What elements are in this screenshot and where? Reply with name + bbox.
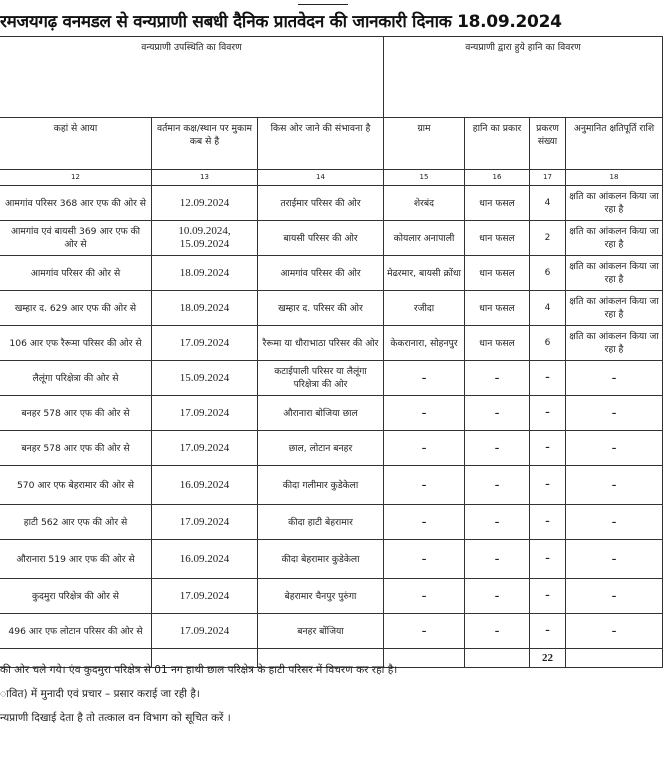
cell-from: बनहर 578 आर एफ की ओर से — [0, 396, 152, 431]
cell-direction: बेहरामार चैनपुर पुरुंगा — [258, 579, 384, 614]
table-row — [0, 186, 663, 221]
damage-section-header: वन्यप्राणी द्वारा हुये हानि का विवरण — [384, 37, 663, 118]
column-number: 14 — [258, 170, 384, 186]
cell-village: मेढरमार, बायसी क्रोंधा — [384, 256, 465, 291]
note-line: की ओर चले गये। एंव कुदमुरा परिक्षेत्र से 01 नग हाथी छाल परिक्षेत्र के हाटी परिसर में विचरण कर रहा है। — [0, 664, 398, 676]
column-number: 12 — [0, 170, 152, 186]
cell-direction: बायसी परिसर की ओर — [258, 221, 384, 256]
cell-village: – — [384, 540, 465, 579]
cell-from: 106 आर एफ रैरूमा परिसर की ओर से — [0, 326, 152, 361]
cell-cases: – — [530, 505, 566, 540]
header-compensation: अनुमानित क्षतिपूर्ति राशि — [566, 118, 663, 170]
cell-village: कोयलार अनापाली — [384, 221, 465, 256]
cell-compensation: क्षति का आंकलन किया जा रहा है — [566, 256, 663, 291]
cell-since: 17.09.2024 — [152, 326, 258, 361]
cell-since: 10.09.2024, 15.09.2024 — [152, 221, 258, 256]
heading-underline — [298, 0, 348, 5]
cell-damage-type: – — [465, 505, 530, 540]
cell-damage-type: – — [465, 466, 530, 505]
cell-since: 18.09.2024 — [152, 291, 258, 326]
cell-direction: औरानारा बोजिया छाल — [258, 396, 384, 431]
cell-cases: – — [530, 431, 566, 466]
table-row — [0, 614, 663, 649]
cell-cases: – — [530, 361, 566, 396]
table-row — [0, 431, 663, 466]
cell-since: 12.09.2024 — [152, 186, 258, 221]
cell-village: – — [384, 505, 465, 540]
table-row — [0, 540, 663, 579]
cell-since: 15.09.2024 — [152, 361, 258, 396]
cell-village: – — [384, 396, 465, 431]
column-header-row — [0, 118, 663, 170]
header-cases: प्रकरण संख्या — [530, 118, 566, 170]
table-row — [0, 221, 663, 256]
column-number: 18 — [566, 170, 663, 186]
header-village: ग्राम — [384, 118, 465, 170]
cell-damage-type: – — [465, 614, 530, 649]
total-cases: 22 — [530, 649, 566, 668]
table-row — [0, 396, 663, 431]
table-row — [0, 361, 663, 396]
cell-damage-type: – — [465, 361, 530, 396]
cell-compensation: क्षति का आंकलन किया जा रहा है — [566, 326, 663, 361]
cell-cases: 6 — [530, 326, 566, 361]
cell-compensation: क्षति का आंकलन किया जा रहा है — [566, 291, 663, 326]
cell-cases: 6 — [530, 256, 566, 291]
cell-compensation: – — [566, 614, 663, 649]
header-from: कहां से आया — [0, 118, 152, 170]
cell-from: औरानारा 519 आर एफ की ओर से — [0, 540, 152, 579]
cell-since: 18.09.2024 — [152, 256, 258, 291]
cell-damage-type: धान फसल — [465, 291, 530, 326]
cell-from: बनहर 578 आर एफ की ओर से — [0, 431, 152, 466]
cell-cases: 4 — [530, 291, 566, 326]
cell-from: आमगांव परिसर 368 आर एफ की ओर से — [0, 186, 152, 221]
cell-damage-type: धान फसल — [465, 256, 530, 291]
table-row — [0, 326, 663, 361]
column-number: 17 — [530, 170, 566, 186]
cell-village: – — [384, 466, 465, 505]
cell-compensation: – — [566, 540, 663, 579]
cell-compensation: – — [566, 431, 663, 466]
note-line: न्यप्राणी दिखाई देता है तो तत्काल वन विभाग को सूचित करें । — [0, 712, 231, 724]
cell-compensation: – — [566, 361, 663, 396]
cell-since: 17.09.2024 — [152, 614, 258, 649]
column-number: 16 — [465, 170, 530, 186]
cell-damage-type: – — [465, 396, 530, 431]
presence-section-header: वन्यप्राणी उपस्थिति का विवरण — [0, 37, 384, 118]
cell-cases: – — [530, 579, 566, 614]
cell-direction: कीदा हाटी बेहरामार — [258, 505, 384, 540]
cell-direction: कीदा बेहरामार कुडेकेला — [258, 540, 384, 579]
wildlife-report-table — [0, 36, 663, 668]
cell-since: 16.09.2024 — [152, 540, 258, 579]
table-row — [0, 291, 663, 326]
cell-direction: आमगांव परिसर की ओर — [258, 256, 384, 291]
cell-cases: – — [530, 466, 566, 505]
cell-village: – — [384, 361, 465, 396]
cell-compensation: क्षति का आंकलन किया जा रहा है — [566, 186, 663, 221]
cell-village: रजीदा — [384, 291, 465, 326]
cell-from: लैलूंगा परिक्षेत्रा की ओर से — [0, 361, 152, 396]
cell-direction: तराईमार परिसर की ओर — [258, 186, 384, 221]
cell-compensation: – — [566, 466, 663, 505]
cell-since: 17.09.2024 — [152, 505, 258, 540]
cell-since: 17.09.2024 — [152, 396, 258, 431]
cell-from: 496 आर एफ लोटान परिसर की ओर से — [0, 614, 152, 649]
header-since: वर्तमान कक्ष/स्थान पर मुकाम कब से है — [152, 118, 258, 170]
cell-since: 17.09.2024 — [152, 579, 258, 614]
table-row — [0, 579, 663, 614]
cell-compensation: – — [566, 396, 663, 431]
column-number: 15 — [384, 170, 465, 186]
cell-compensation: – — [566, 505, 663, 540]
cell-cases: 2 — [530, 221, 566, 256]
report-title: रमजयगढ़ वनमडल से वन्यप्राणी सबधी दैनिक प्रातवेदन की जानकारी दिनाक 18.09.2024 — [0, 12, 562, 32]
cell-from: आमगांव परिसर की ओर से — [0, 256, 152, 291]
notes-section — [0, 658, 665, 730]
cell-cases: – — [530, 396, 566, 431]
cell-village: शेरबंद — [384, 186, 465, 221]
cell-since: 16.09.2024 — [152, 466, 258, 505]
header-direction: किस ओर जाने की संभावना है — [258, 118, 384, 170]
cell-from: आमगांव एवं बायसी 369 आर एफ की ओर से — [0, 221, 152, 256]
cell-direction: रैरूमा या धौराभाठा परिसर की ओर — [258, 326, 384, 361]
cell-from: हाटी 562 आर एफ की ओर से — [0, 505, 152, 540]
cell-village: केकरानारा, सोहनपुर — [384, 326, 465, 361]
cell-village: – — [384, 431, 465, 466]
cell-direction: कीदा गलीमार कुडेकेला — [258, 466, 384, 505]
cell-since: 17.09.2024 — [152, 431, 258, 466]
cell-from: खम्हार द. 629 आर एफ की ओर से — [0, 291, 152, 326]
cell-village: – — [384, 614, 465, 649]
cell-compensation: – — [566, 579, 663, 614]
header-damage-type: हानि का प्रकार — [465, 118, 530, 170]
table-row — [0, 505, 663, 540]
section-header-row — [0, 37, 663, 118]
cell-from: कुदमुरा परिक्षेत्र की ओर से — [0, 579, 152, 614]
cell-direction: छाल, लोटान बनहर — [258, 431, 384, 466]
cell-damage-type: – — [465, 579, 530, 614]
cell-cases: – — [530, 540, 566, 579]
cell-direction: बनहर बोंजिया — [258, 614, 384, 649]
cell-cases: 4 — [530, 186, 566, 221]
cell-damage-type: धान फसल — [465, 186, 530, 221]
table-row — [0, 466, 663, 505]
cell-compensation: क्षति का आंकलन किया जा रहा है — [566, 221, 663, 256]
cell-from: 570 आर एफ बेहरामार की ओर से — [0, 466, 152, 505]
table-row — [0, 256, 663, 291]
cell-village: – — [384, 579, 465, 614]
cell-damage-type: – — [465, 431, 530, 466]
cell-damage-type: धान फसल — [465, 221, 530, 256]
column-number: 13 — [152, 170, 258, 186]
cell-damage-type: धान फसल — [465, 326, 530, 361]
cell-cases: – — [530, 614, 566, 649]
cell-direction: खम्हार द. परिसर की ओर — [258, 291, 384, 326]
note-line: ावित) में मुनादी एवं प्रचार – प्रसार कराई जा रही है। — [0, 688, 200, 700]
cell-damage-type: – — [465, 540, 530, 579]
cell-direction: कटाईपाली परिसर या लैलूंगा परिक्षेत्रा की ओर — [258, 361, 384, 396]
column-number-row — [0, 170, 663, 186]
